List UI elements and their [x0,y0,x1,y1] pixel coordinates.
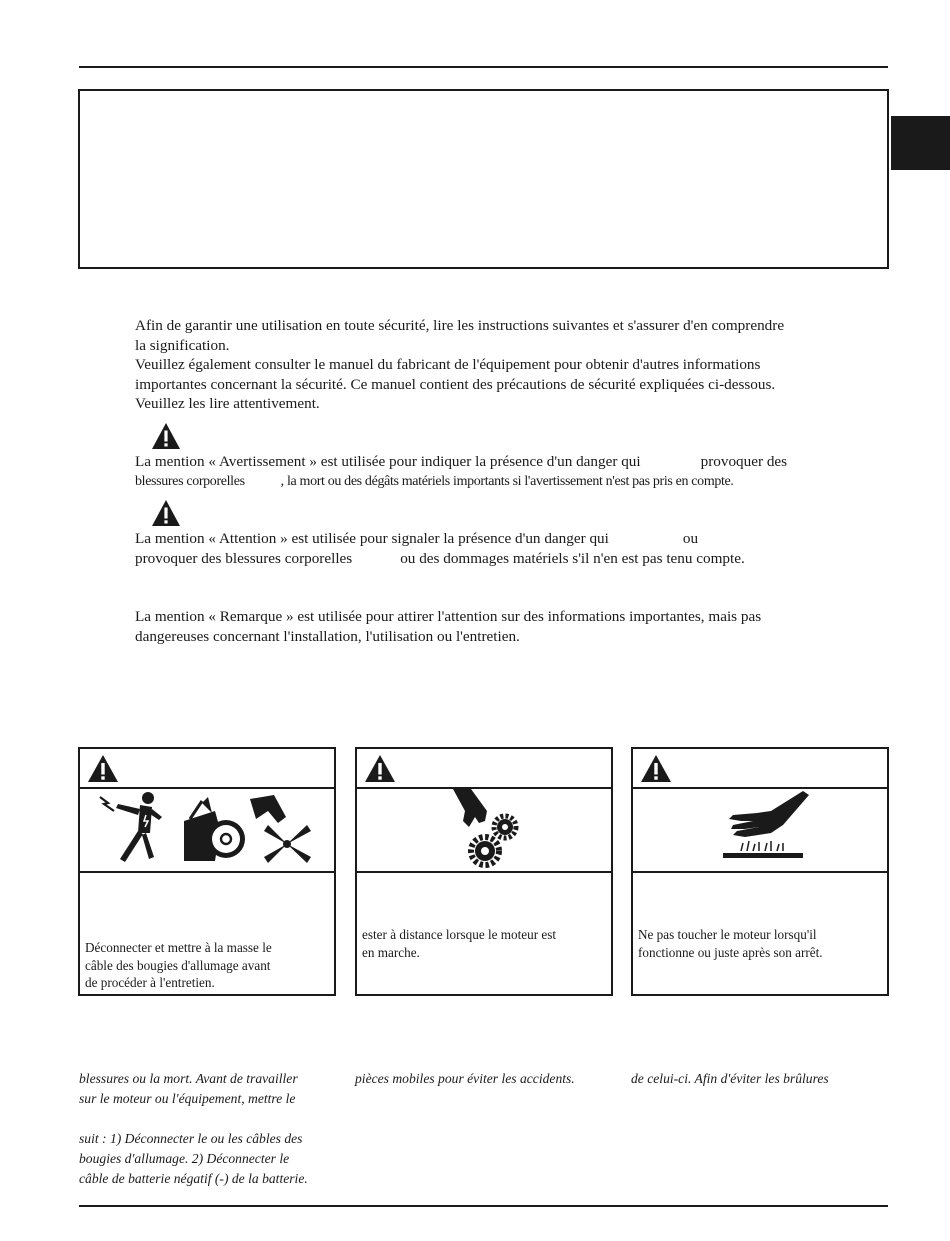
card-text-line: Ne pas toucher le moteur lorsqu'il [638,927,817,942]
note-line: La mention « Remarque » est utilisée pour attirer l'attention sur des informations importantes, mais pas [135,608,762,625]
moving-parts-note [355,1069,575,1089]
note-line: suit : 1) Déconnecter le ou les câbles des [79,1131,303,1146]
card-header [633,749,887,789]
card-text-line: câble des bougies d'allumage avant [85,957,271,973]
warning-line-2: blessures corporelles , la mort ou des dégâts matériels importants si l'avertissement n'est pas pris en compte. [135,473,734,489]
note-definition [135,607,895,646]
card-header [80,749,334,789]
card-pictogram [357,789,611,873]
note-line: sur le moteur ou l'équipement, mettre le [79,1091,296,1106]
fan-blade-icon [250,795,311,863]
hot-surface-hand-icon [633,789,887,871]
intro-line: Afin de garantir une utilisation en toute sécurité, lire les instructions suivantes et s'assurer d'en comprendre [135,317,785,334]
intro-line: la signification. [135,336,230,354]
hand-gears-icon [357,789,611,871]
card-instruction [638,926,881,961]
top-rule [79,66,888,68]
intro-line: Veuillez les lire attentivement. [135,395,320,413]
safety-card-spark-plug [78,747,336,996]
card-text-line: fonctionne ou juste après son arrêt. [638,944,823,960]
card-pictogram [80,789,334,873]
caution-line-1: La mention « Attention » est utilisée pour signaler la présence d'un danger qui ou [135,530,699,547]
electric-shock-icon [100,792,162,862]
spark-plug-note [79,1069,308,1189]
card-text-line: en marche. [362,944,420,960]
bottom-rule [79,1205,888,1207]
warning-definition [135,452,895,491]
warning-triangle-icon [151,422,181,450]
card-text-line: de procéder à l'entretien. [85,975,215,990]
warning-triangle-icon [87,754,119,783]
note-line: bougies d'allumage. 2) Déconnecter le [79,1151,290,1166]
note-line: dangereuses concernant l'installation, l'utilisation ou l'entretien. [135,627,520,645]
intro-line: Veuillez également consulter le manuel du fabricant de l'équipement pour obtenir d'autres informations [135,356,761,374]
caution-definition [135,529,895,568]
card-text-line: Déconnecter et mettre à la masse le [85,940,272,955]
warning-triangle-icon [640,754,672,783]
card-text-line: ester à distance lorsque le moteur est [362,927,557,942]
card-instruction [362,926,605,961]
warning-triangle-icon [364,754,396,783]
title-box [78,89,889,269]
warning-triangle-icon [151,499,181,527]
note-line: câble de batterie négatif (-) de la batterie. [79,1171,308,1186]
safety-card-hot-parts [631,747,889,996]
card-pictogram [633,789,887,873]
card-instruction [85,939,328,992]
engine-start-icon [184,797,245,861]
safety-card-moving-parts [355,747,613,996]
intro-paragraph [135,316,895,414]
intro-line: importantes concernant la sécurité. Ce manuel contient des précautions de sécurité expliquées ci-dessous. [135,375,776,393]
note-line: pièces mobiles pour éviter les accidents. [355,1071,575,1086]
note-line: blessures ou la mort. Avant de travailler [79,1071,298,1086]
hot-parts-note [631,1069,829,1089]
warning-line-1: La mention « Avertissement » est utilisée pour indiquer la présence d'un danger qui provoquer des [135,453,788,470]
caution-line-2: provoquer des blessures corporelles ou des dommages matériels s'il n'en est pas tenu compte. [135,549,745,567]
card-header [357,749,611,789]
section-tab [891,116,950,170]
note-line: de celui-ci. Afin d'éviter les brûlures [631,1071,829,1086]
